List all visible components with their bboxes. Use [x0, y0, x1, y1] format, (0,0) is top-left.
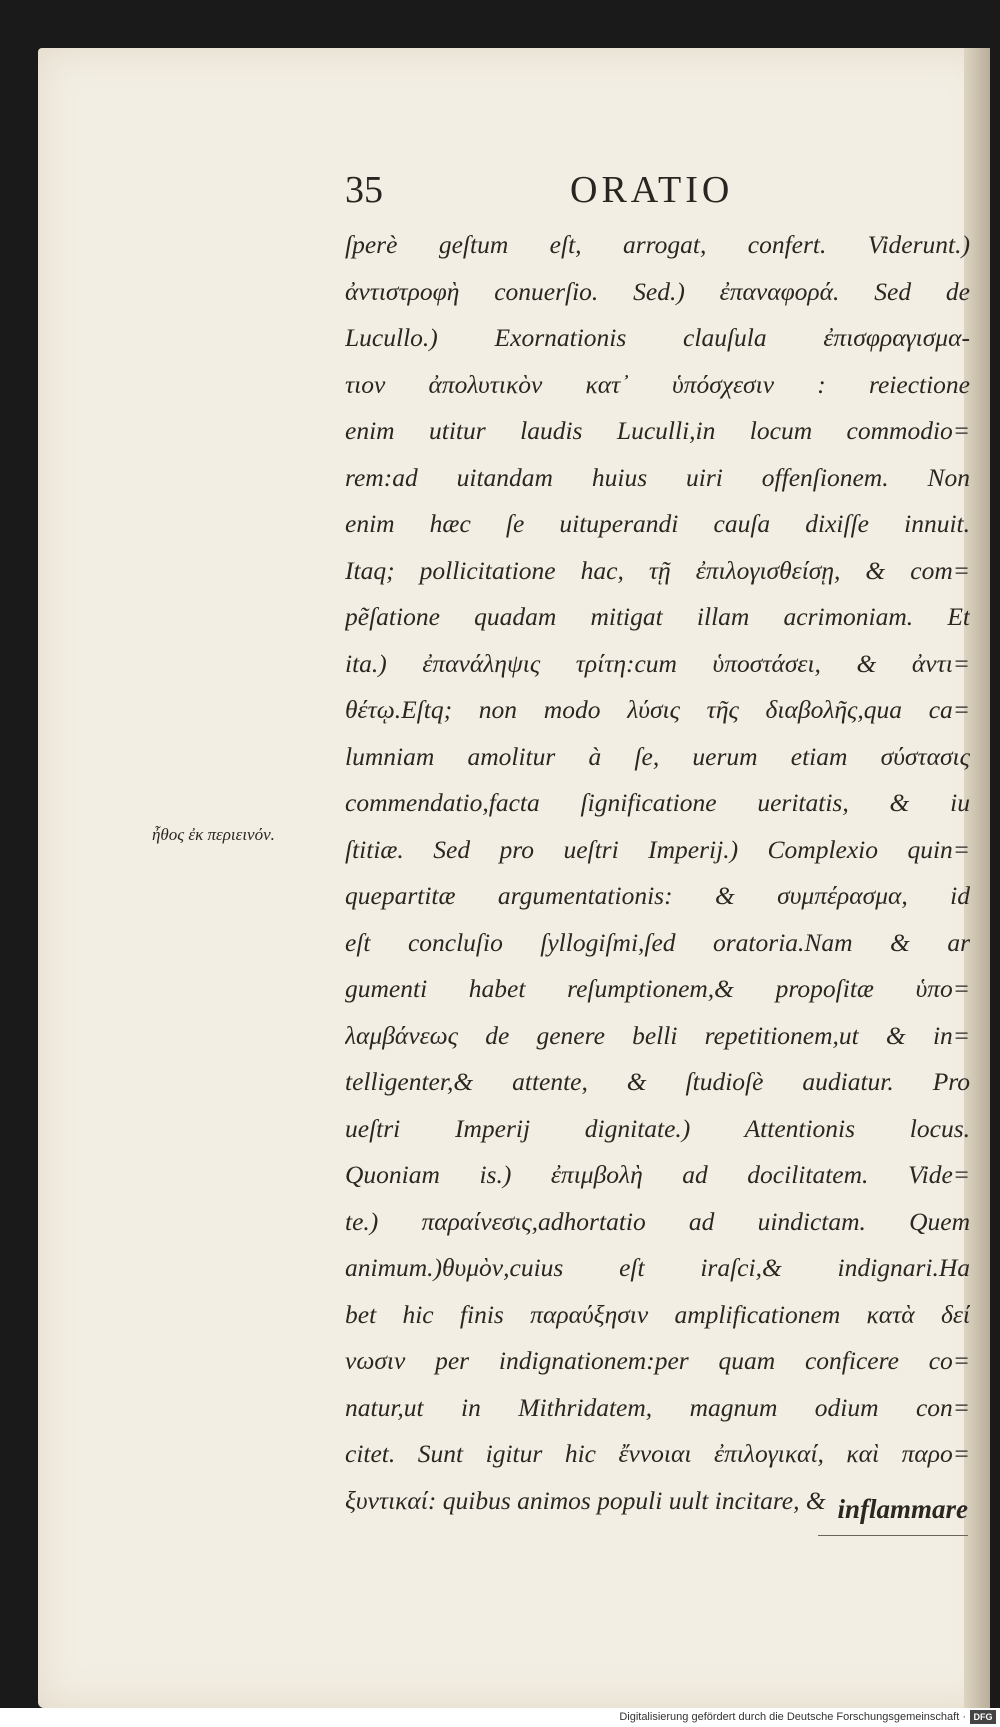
text-line: ſtitiæ. Sed pro ueſtri Imperij.) Complexio quin= [345, 834, 970, 864]
text-line: enim hæc ſe uituperandi cauſa dixiſſe innuit. [345, 509, 970, 538]
running-title: ORATIO [570, 169, 734, 211]
dfg-logo-text: DFG [973, 1712, 993, 1722]
running-head [345, 168, 800, 218]
text-line: quepartitæ argumentationis: & συμπέρασμα, id [345, 881, 970, 910]
text-line: eſt concluſio ſyllogiſmi,ſed oratoria.Nam & ar [345, 927, 970, 957]
marginal-note: ἦθος ἐκ περιεινόν. [152, 825, 275, 844]
text-line: νωσιν per indignationem:per quam conficere co= [345, 1346, 970, 1375]
text-line: enim utitur laudis Luculli,in locum commodio= [345, 416, 970, 445]
text-line: pẽſatione quadam mitigat illam acrimoniam. Et [345, 602, 970, 631]
text-line: ἀντιστροφὴ conuerſio. Sed.) ἐπαναφορά. Sed de [345, 276, 970, 306]
text-line: ueſtri Imperij dignitate.) Attentionis locus. [345, 1113, 970, 1143]
text-block [345, 222, 970, 1524]
page-number: 35 [345, 169, 383, 211]
text-line: Itaq; pollicitatione hac, τῇ ἐπιλογισθείσῃ, & com= [345, 555, 970, 585]
footer-bar [0, 1708, 1000, 1727]
text-line: citet. Sunt igitur hic ἔννοιαι ἐπιλογικαί, καὶ παρο= [345, 1439, 970, 1468]
footer-credit: Digitalisierung gefördert durch die Deutsche Forschungsgemeinschaft · [619, 1711, 966, 1723]
text-line: commendatio,facta ſignificatione ueritatis, & iu [345, 788, 970, 817]
text-line: λαμβάνεως de genere belli repetitionem,ut & in= [345, 1020, 970, 1050]
text-line: natur,ut in Mithridatem, magnum odium con= [345, 1392, 970, 1422]
text-line: θέτῳ.Eſtq; non modo λύσις τῆς διαβολῆς,qua ca= [345, 695, 970, 724]
text-line: bet hic finis παραύξησιν amplificationem κατὰ δεί [345, 1299, 970, 1329]
text-line: animum.)θυμὸν,cuius eſt iraſci,& indignari.Ha [345, 1253, 970, 1282]
catchword: inflammare [837, 1494, 968, 1524]
text-line: te.) παραίνεσις,adhortatio ad uindictam. Quem [345, 1206, 970, 1236]
text-line: rem:ad uitandam huius uiri offenſionem. Non [345, 462, 970, 492]
text-line: Lucullo.) Exornationis clauſula ἐπισφραγισμα- [345, 323, 970, 352]
catchword-rule [818, 1535, 968, 1536]
dfg-logo-icon [970, 1710, 996, 1724]
text-line: Quoniam is.) ἐπιμβολὴ ad docilitatem. Vide= [345, 1160, 970, 1189]
text-line: lumniam amolitur à ſe, uerum etiam σύστασις [345, 741, 970, 771]
text-line: gumenti habet reſumptionem,& propoſitæ ὑπο= [345, 974, 970, 1003]
text-line: ſperè geſtum eſt, arrogat, confert. Viderunt.) [345, 230, 970, 259]
text-line: telligenter,& attente, & ſtudioſè audiatur. Pro [345, 1067, 970, 1096]
text-line: ξυντικαί: quibus animos populi uult incitare, & [345, 1485, 826, 1515]
text-line: τιον ἀπολυτικὸν κατ᾽ ὑπόσχεσιν : reiectione [345, 369, 970, 399]
text-line: ita.) ἐπανάληψις τρίτη:cum ὑποστάσει, & ἀντι= [345, 648, 970, 678]
